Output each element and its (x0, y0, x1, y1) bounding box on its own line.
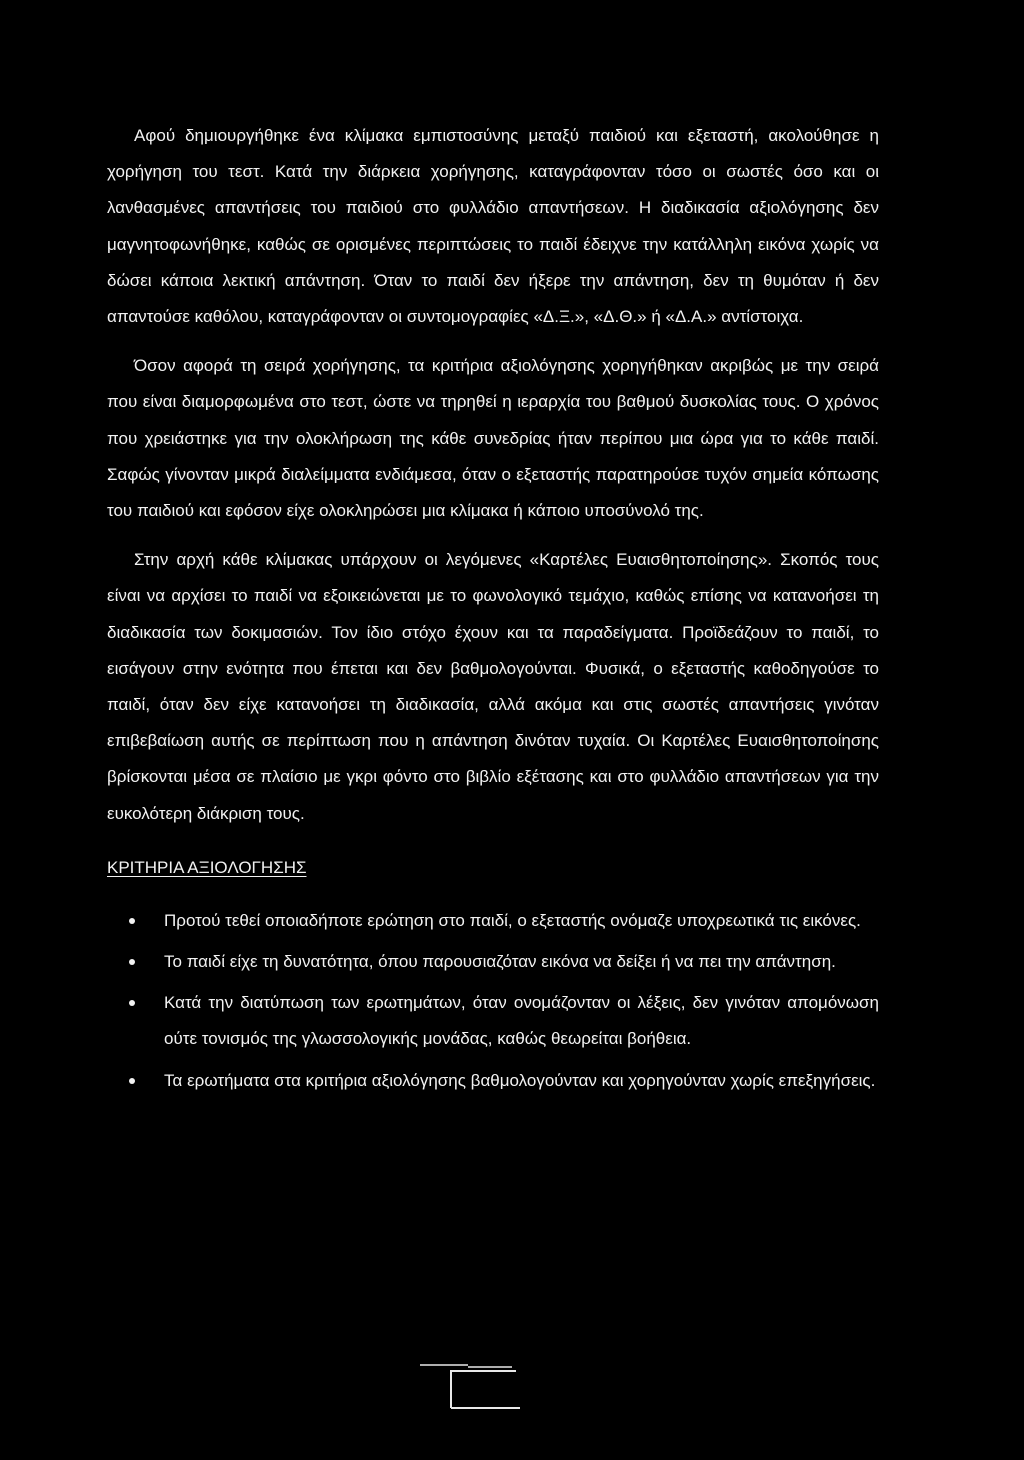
document-page (107, 118, 879, 1104)
bullet-icon (129, 1078, 135, 1084)
list-item-text: Το παιδί είχε τη δυνατότητα, όπου παρουσιαζόταν εικόνα να δείξει ή να πει την απάντηση. (164, 952, 836, 972)
list-item (107, 903, 879, 939)
paragraph-test-administration: Αφού δημιουργήθηκε ένα κλίμακα εμπιστοσύνης μεταξύ παιδιού και εξεταστή, ακολούθησε η χορήγηση του τεστ. Κατά την διάρκεια χορήγησης, καταγράφονταν τόσο οι σωστές όσο και οι λανθασμένες απαντήσεις του παιδιού στο φυλλάδιο απαντήσεων. Η διαδικασία αξιολόγησης δεν μαγνητοφωνήθηκε, καθώς σε ορισμένες περιπτώσεις το παιδί έδειχνε την κατάλληλη εικόνα χωρίς να δώσει κάποια λεκτική απάντηση. Όταν το παιδί δεν ήξερε την απάντηση, δεν τη θυμόταν ή δεν απαντούσε καθόλου, καταγράφονταν οι συντομογραφίες «Δ.Ξ.», «Δ.Θ.» ή «Δ.Α.» αντίστοιχα. (107, 126, 879, 327)
list-item (107, 985, 879, 1057)
list-item-text: Κατά την διατύπωση των ερωτημάτων, όταν ονομάζονταν οι λέξεις, δεν γινόταν απομόνωση ούτε τονισμός της γλωσσολογικής μονάδας, καθώς θεωρείται βοήθεια. (164, 993, 879, 1049)
bullet-icon (129, 1000, 135, 1006)
paragraph-administration-order: Όσον αφορά τη σειρά χορήγησης, τα κριτήρια αξιολόγησης χορηγήθηκαν ακριβώς με την σειρά που είναι διαμορφωμένα στο τεστ, ώστε να τηρηθεί η ιεραρχία του βαθμού δυσκολίας τους. Ο χρόνος που χρειάστηκε για την ολοκλήρωση της κάθε συνεδρίας ήταν περίπου μια ώρα για το κάθε παιδί. Σαφώς γίνονταν μικρά διαλείμματα ενδιάμεσα, όταν ο εξεταστής παρατηρούσε τυχόν σημεία κόπωσης του παιδιού και εφόσον είχε ολοκληρώσει μια κλίμακα ή κάποιο υποσύνολό της. (107, 356, 879, 521)
section-heading-assessment-criteria: ΚΡΙΤΗΡΙΑ ΑΞΙΟΛΟΓΗΣΗΣ (107, 857, 307, 877)
paragraph-awareness-cards: Στην αρχή κάθε κλίμακας υπάρχουν οι λεγόμενες «Καρτέλες Ευαισθητοποίησης». Σκοπός τους είναι να αρχίσει το παιδί να εξοικειώνεται με το φωνολογικό τεμάχιο, καθώς επίσης να κατανοήσει τη διαδικασία των δοκιμασιών. Τον ίδιο στόχο έχουν και τα παραδείγματα. Προϊδεάζουν το παιδί, το εισάγουν στην ενότητα που έπεται και δεν βαθμολογούνται. Φυσικά, ο εξεταστής καθοδηγούσε το παιδί, όταν δεν είχε κατανοήσει τη διαδικασία, αλλά ακόμα και στις σωστές απαντήσεις γινόταν επιβεβαίωση αυτής σε περίπτωση που η απάντηση δινόταν τυχαία. Οι Καρτέλες Ευαισθητοποίησης βρίσκονται μέσα σε πλαίσιο με γκρι φόντο στο βιβλίο εξέτασης και στο φυλλάδιο απαντήσεων για την ευκολότερη διάκριση τους. (107, 550, 879, 823)
list-item (107, 944, 879, 980)
bullet-icon (129, 918, 135, 924)
list-item (107, 1063, 879, 1099)
list-item-text: Προτού τεθεί οποιαδήποτε ερώτηση στο παιδί, ο εξεταστής ονόμαζε υποχρεωτικά τις εικόνες. (164, 910, 861, 930)
criteria-list (107, 903, 879, 1099)
page-number-mark-icon (420, 1362, 570, 1412)
bullet-icon (129, 959, 135, 965)
list-item-text: Τα ερωτήματα στα κριτήρια αξιολόγησης βαθμολογούνταν και χορηγούνταν χωρίς επεξηγήσεις. (164, 1070, 876, 1090)
